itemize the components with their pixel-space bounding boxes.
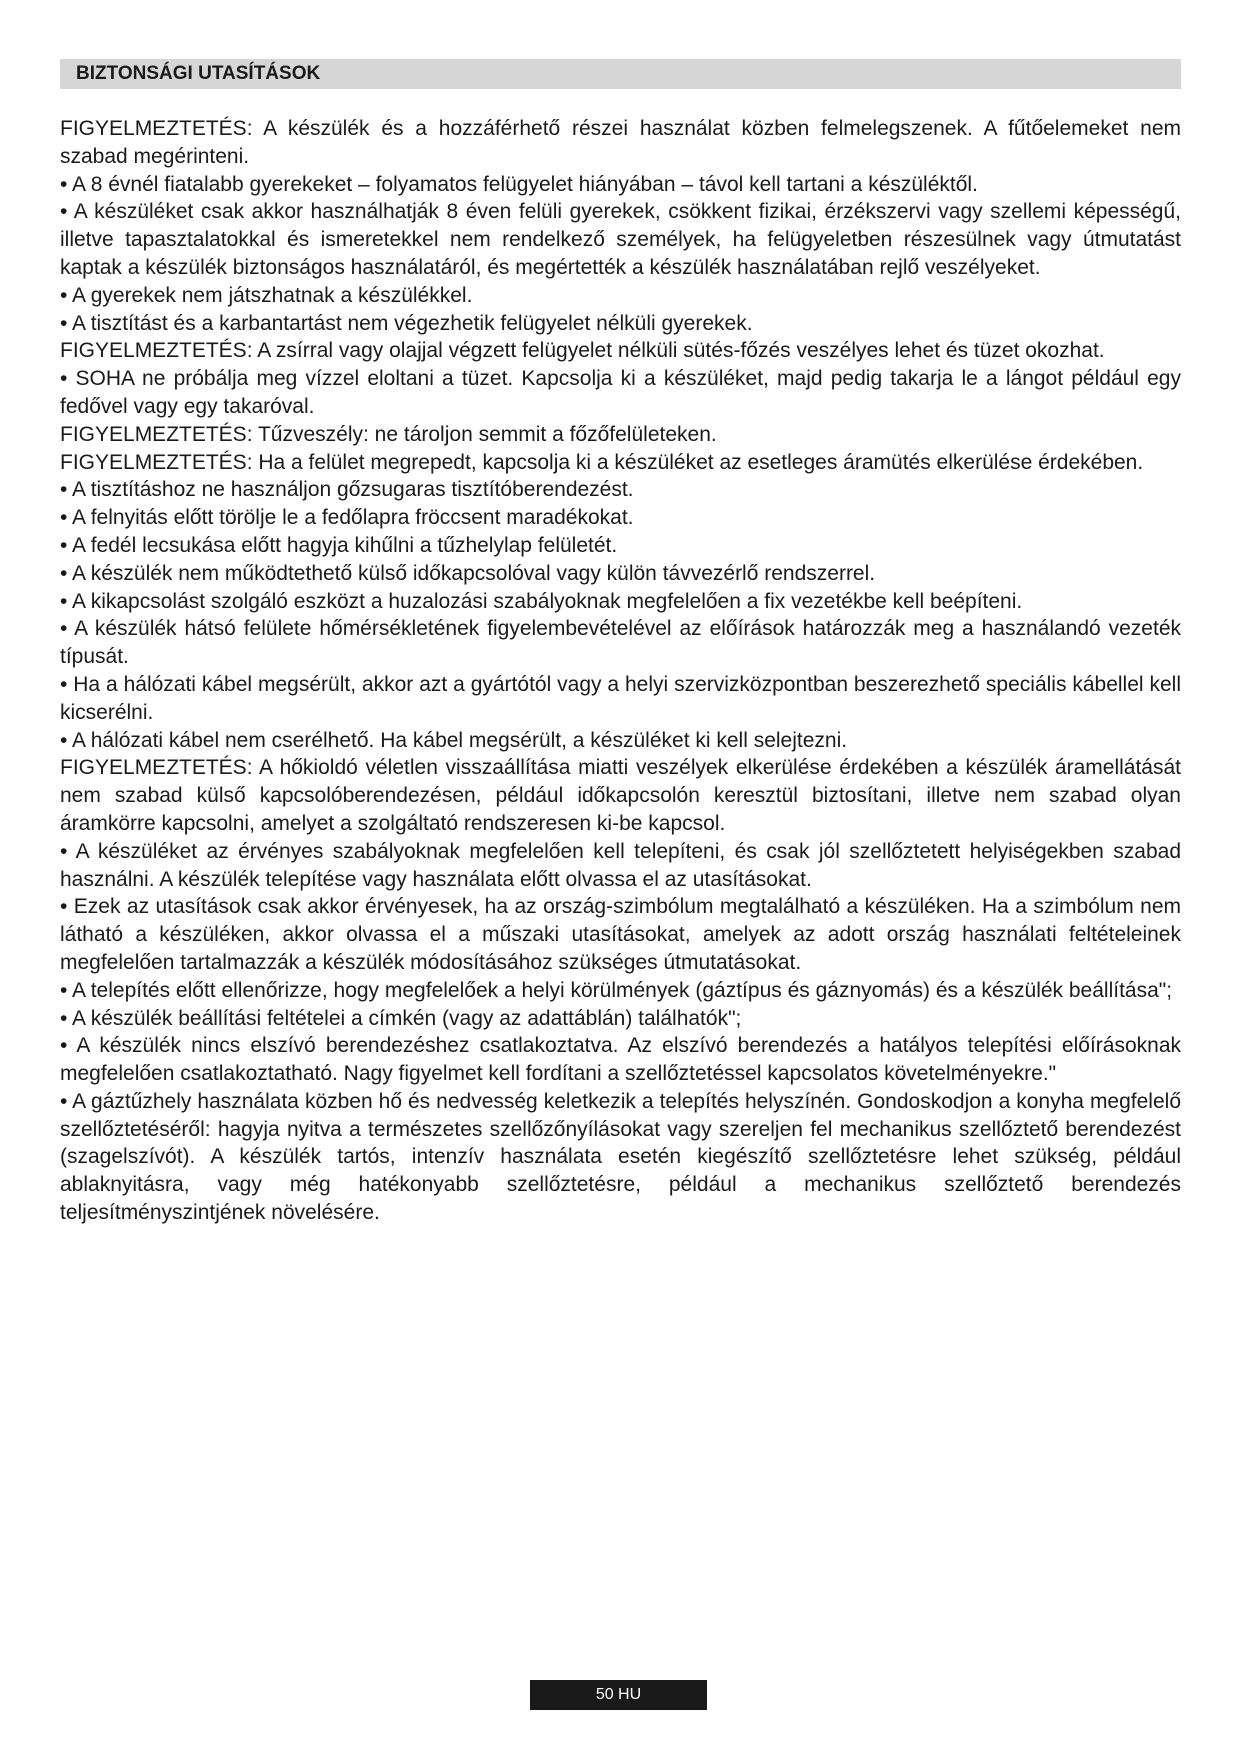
paragraph: FIGYELMEZTETÉS: Ha a felület megrepedt, kapcsolja ki a készüléket az esetleges áramütés elkerülése érdekében. [60,450,1144,474]
paragraph: • Ezek az utasítások csak akkor érvényesek, ha az ország-szimbólum megtalálható a készüléken. Ha a szimbólum nem látható a készüléken, akkor olvassa el a műszaki utasításokat, amelyek az adott ország használati feltételeinek megfelelően tartalmazzák a készülék módosításához szükséges útmutatásokat. [60,895,1181,974]
paragraph: • A fedél lecsukása előtt hagyja kihűlni a tűzhelylap felületét. [60,533,618,557]
safety-instructions-text [60,115,1181,1227]
paragraph: • A készülék nincs elszívó berendezéshez csatlakoztatva. Az elszívó berendezés a hatályos telepítési előírásoknak megfelelően csatlakoztatható. Nagy figyelmet kell fordítani a szellőztetéssel kapcsolatos követelményekre." [60,1034,1181,1086]
paragraph: FIGYELMEZTETÉS: A hőkioldó véletlen visszaállítása miatti veszélyek elkerülése érdekében a készülék áramellátását nem szabad külső kapcsolóberendezésen, például időkapcsolón keresztül biztosítani, illetve nem szabad olyan áramkörre kapcsolni, amelyet a szolgáltató rendszeresen ki-be kapcsol. [60,756,1181,835]
paragraph: • A készülék hátsó felülete hőmérsékletének figyelembevételével az előírások határozzák meg a használandó vezeték típusát. [60,617,1181,669]
paragraph: • A felnyitás előtt törölje le a fedőlapra fröccsent maradékokat. [60,506,634,530]
section-heading: BIZTONSÁGI UTASÍTÁSOK [60,59,1181,89]
paragraph: • A 8 évnél fiatalabb gyerekeket – folyamatos felügyelet hiányában – távol kell tartani a készüléktől. [60,172,978,196]
paragraph: • A készüléket az érvényes szabályoknak megfelelően kell telepíteni, és csak jól szellőztetett helyiségekben szabad használni. A készülék telepítése vagy használata előtt olvassa el az utasításokat. [60,839,1181,891]
paragraph: • A készülék nem működtethető külső időkapcsolóval vagy külön távvezérlő rendszerrel. [60,561,876,585]
paragraph: FIGYELMEZTETÉS: Tűzveszély: ne tároljon semmit a főzőfelületeken. [60,422,717,446]
paragraph: • A hálózati kábel nem cserélhető. Ha kábel megsérült, a készüléket ki kell selejtezni. [60,728,848,752]
paragraph: • Ha a hálózati kábel megsérült, akkor azt a gyártótól vagy a helyi szervizközpontban beszerezhető speciális kábellel kell kicserélni. [60,672,1181,724]
paragraph: • A tisztításhoz ne használjon gőzsugaras tisztítóberendezést. [60,478,634,502]
paragraph: • A tisztítást és a karbantartást nem végezhetik felügyelet nélküli gyerekek. [60,311,753,335]
paragraph: FIGYELMEZTETÉS: A készülék és a hozzáférhető részei használat közben felmelegszenek. A fűtőelemeket nem szabad megérinteni. [60,117,1181,168]
paragraph: • A kikapcsolást szolgáló eszközt a huzalozási szabályoknak megfelelően a fix vezetékbe kell beépíteni. [60,589,1023,613]
paragraph: • A készüléket csak akkor használhatják 8 éven felüli gyerekek, csökkent fizikai, érzékszervi vagy szellemi képességű, illetve tapasztalatokkal és ismeretekkel nem rendelkező személyek, ha felügyeletben részesülnek vagy útmutatást kaptak a készülék biztonságos használatáról, és megértették a készülék használatában rejlő veszélyeket. [60,200,1181,279]
paragraph: • A gáztűzhely használata közben hő és nedvesség keletkezik a telepítés helyszínén. Gondoskodjon a konyha megfelelő szellőztetéséről: hagyja nyitva a természetes szellőzőnyílásokat vagy szereljen fel mechanikus szellőztető berendezést (szagelszívót). A készülék tartós, intenzív használata esetén kiegészítő szellőztetésre lehet szükség, például ablaknyitásra, vagy még hatékonyabb szellőztetésre, például a mechanikus szellőztető berendezés teljesítményszintjének növelésére. [60,1089,1181,1225]
paragraph: • SOHA ne próbálja meg vízzel eloltani a tüzet. Kapcsolja ki a készüléket, majd pedig takarja le a lángot például egy fedővel vagy egy takaróval. [60,367,1181,418]
paragraph: • A gyerekek nem játszhatnak a készülékkel. [60,283,473,307]
paragraph: • A készülék beállítási feltételei a címkén (vagy az adattáblán) találhatók"; [60,1006,742,1030]
paragraph: • A telepítés előtt ellenőrizze, hogy megfelelőek a helyi körülmények (gáztípus és gáznyomás) és a készülék beállítása"; [60,978,1173,1002]
paragraph: FIGYELMEZTETÉS: A zsírral vagy olajjal végzett felügyelet nélküli sütés-főzés veszélyes lehet és tüzet okozhat. [60,339,1105,363]
page-number: 50 HU [530,1680,707,1710]
